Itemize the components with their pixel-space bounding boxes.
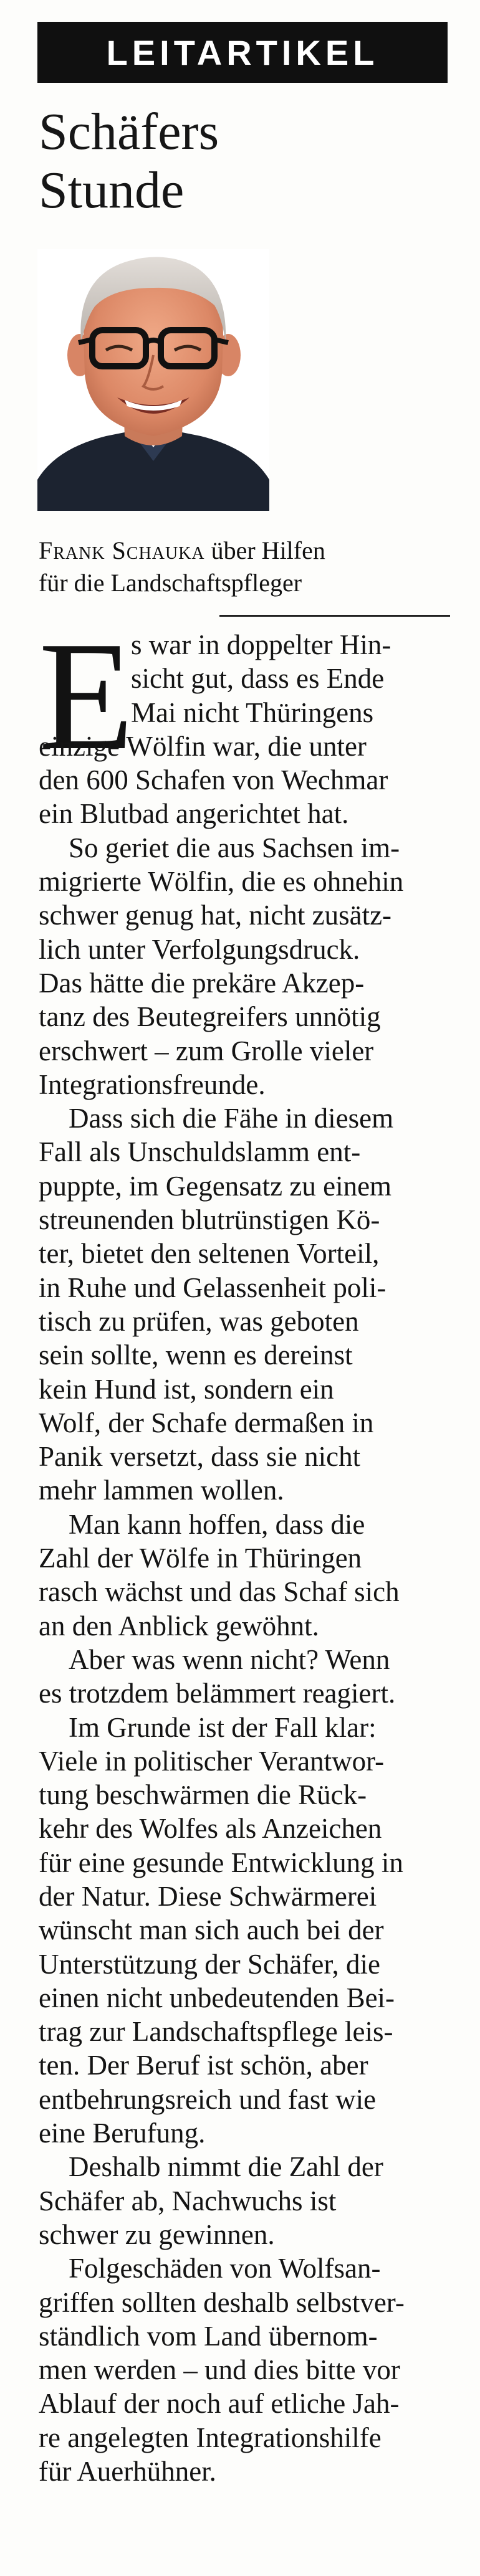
byline-line-1 — [39, 535, 450, 567]
paragraph-2 — [39, 831, 454, 1101]
paragraph-8 — [39, 2251, 454, 2488]
text-line: schwer zu gewinnen. — [39, 2218, 275, 2250]
text-line: Folgeschäden von Wolfsan- — [69, 2253, 381, 2284]
text-line: in Ruhe und Gelassenheit poli- — [39, 1271, 386, 1303]
text-line: Man kann hoffen, dass die — [69, 1508, 365, 1540]
text-line: Zahl der Wölfe in Thüringen — [39, 1542, 362, 1574]
text-line: kein Hund ist, sondern ein — [39, 1373, 334, 1405]
paragraph-1-dropcap-lines — [39, 628, 454, 730]
text-line: an den Anblick gewöhnt. — [39, 1610, 319, 1642]
paragraph-7 — [39, 2150, 454, 2251]
text-line: für eine gesunde Entwicklung in — [39, 1846, 403, 1878]
text-line: tung beschwärmen die Rück- — [39, 1779, 367, 1811]
text-line: Viele in politischer Verantwor- — [39, 1745, 385, 1777]
dropcap: E — [39, 610, 134, 782]
text-line: sicht gut, dass es Ende — [131, 663, 385, 695]
text-line: Integrationsfreunde. — [39, 1068, 266, 1100]
text-line: tanz des Beutegreifers unnötig — [39, 1001, 381, 1033]
text-line: ter, bietet den seltenen Vorteil, — [39, 1238, 380, 1270]
author-name: Frank Schauka — [39, 536, 205, 564]
byline-topic-1: über Hilfen — [204, 536, 325, 564]
byline — [39, 535, 450, 599]
text-line: sein sollte, wenn es dereinst — [39, 1339, 353, 1371]
headline-line-1: Schäfers — [39, 103, 219, 161]
text-line: wünscht man sich auch bei der — [39, 1914, 384, 1946]
byline-divider — [219, 615, 450, 617]
text-line: kehr des Wolfes als Anzeichen — [39, 1813, 382, 1845]
text-line: einzige Wölfin war, die unter — [39, 730, 367, 762]
text-line: Unterstützung der Schäfer, die — [39, 1948, 380, 1980]
text-line: Mai nicht Thüringens — [131, 696, 374, 728]
text-line: men werden – und dies bitte vor — [39, 2354, 400, 2386]
text-line: So geriet die aus Sachsen im- — [69, 832, 400, 863]
text-line: schwer genug hat, nicht zusätz- — [39, 900, 392, 931]
text-line: Ablauf der noch auf etliche Jah- — [39, 2388, 400, 2420]
text-line: tisch zu prüfen, was geboten — [39, 1305, 359, 1337]
text-line: lich unter Verfolgungsdruck. — [39, 933, 360, 965]
paragraph-5 — [39, 1643, 454, 1711]
text-line: Das hätte die prekäre Akzep- — [39, 967, 365, 999]
author-portrait-icon — [37, 249, 269, 511]
text-line: Panik versetzt, dass sie nicht — [39, 1441, 361, 1473]
text-line: Fall als Unschuldslamm ent- — [39, 1136, 361, 1168]
text-line: rasch wächst und das Schaf sich — [39, 1576, 400, 1608]
headline-line-2: Stunde — [39, 161, 185, 219]
text-line: puppte, im Gegensatz zu einem — [39, 1170, 392, 1202]
paragraph-4 — [39, 1508, 454, 1643]
author-portrait — [37, 249, 269, 511]
text-line: mehr lammen wollen. — [39, 1475, 284, 1506]
text-line: Dass sich die Fähe in diesem — [69, 1103, 394, 1134]
text-line: Aber was wenn nicht? Wenn — [69, 1643, 390, 1675]
text-line: Wolf, der Schafe dermaßen in — [39, 1407, 374, 1438]
text-line: ten. Der Beruf ist schön, aber — [39, 2050, 368, 2081]
text-line: s war in doppelter Hin- — [131, 629, 391, 660]
text-line: migrierte Wölfin, die es ohnehin — [39, 866, 404, 898]
paragraph-3 — [39, 1101, 454, 1508]
text-line: entbehrungsreich und fast wie — [39, 2083, 377, 2115]
text-line: re angelegten Integrationshilfe — [39, 2422, 382, 2453]
text-line: der Natur. Diese Schwärmerei — [39, 1880, 377, 1912]
text-line: Im Grunde ist der Fall klar: — [69, 1711, 377, 1743]
text-line: trag zur Landschaftspflege leis- — [39, 2016, 393, 2048]
text-line: ständlich vom Land übernom- — [39, 2320, 378, 2352]
byline-line-2: für die Landschaftspfleger — [39, 569, 302, 597]
text-line: streunenden blutrünstigen Kö- — [39, 1204, 380, 1236]
section-kicker — [37, 22, 448, 83]
text-line: griffen sollten deshalb selbstver- — [39, 2286, 405, 2318]
article-headline — [39, 103, 444, 220]
text-line: für Auerhühner. — [39, 2456, 216, 2488]
paragraph-1 — [39, 730, 454, 831]
paragraph-6 — [39, 1711, 454, 2151]
text-line: erschwert – zum Grolle vieler — [39, 1035, 374, 1067]
text-line: den 600 Schafen von Wechmar — [39, 764, 388, 796]
text-line: Schäfer ab, Nachwuchs ist — [39, 2185, 337, 2217]
text-line: Deshalb nimmt die Zahl der — [69, 2151, 383, 2183]
article-body — [39, 610, 454, 2488]
kicker-label: LEITARTIKEL — [106, 32, 379, 72]
text-line: eine Berufung. — [39, 2117, 206, 2149]
text-line: einen nicht unbedeutenden Bei- — [39, 1982, 395, 2013]
text-line: es trotzdem belämmert reagiert. — [39, 1678, 396, 1709]
text-line: ein Blutbad angerichtet hat. — [39, 798, 349, 830]
